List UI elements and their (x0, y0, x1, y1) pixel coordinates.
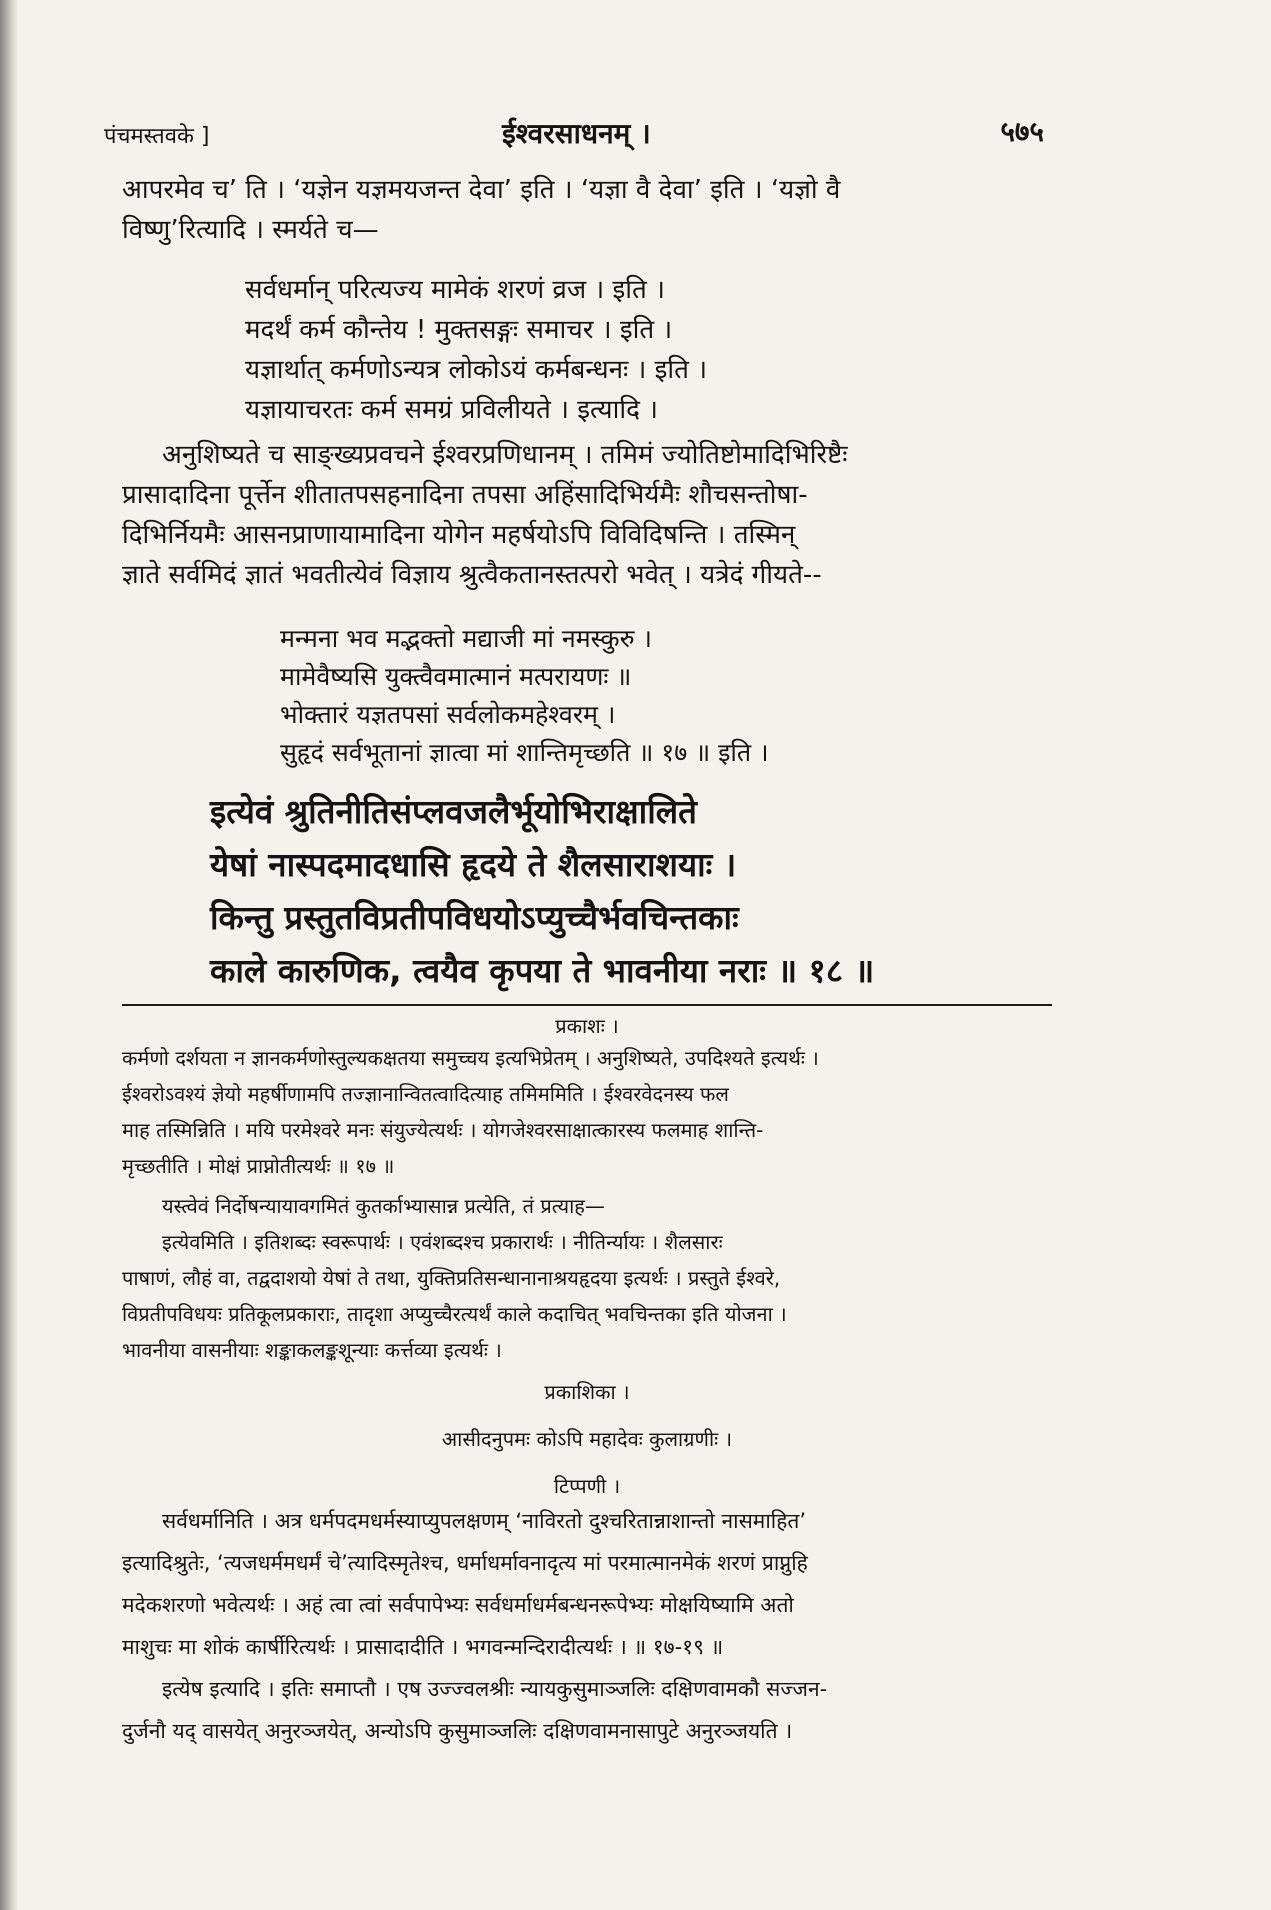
commentary-line: कर्मणो दर्शयता न ज्ञानकर्मणोस्तुल्यकक्षतया समुच्चय इत्यभिप्रेतम् । अनुशिष्यते, उपदिश्यते इत्यर्थः । (122, 1046, 819, 1070)
page-binding-edge (0, 0, 18, 1910)
note-line: दुर्जनौ यद् वासयेत् अनुरञ्जयेत्, अन्योऽपि कुसुमाञ्जलिः दक्षिणवामनासापुटे अनुरञ्जयति । (122, 1719, 793, 1743)
karika-line: इत्येवं श्रुतिनीतिसंप्लवजलैर्भूयोभिराक्षालिते (210, 792, 697, 831)
prakashika-line: आसीदनुपमः कोऽपि महादेवः कुलाग्रणीः । (441, 1427, 733, 1451)
text-line: ज्ञाते सर्वमिदं ज्ञातं भवतीत्येवं विज्ञाय श्रुत्वैकतानस्तत्परो भवेत् । यत्रेदं गीयते-- (122, 560, 822, 590)
verse-line: सर्वधर्मान् परित्यज्य मामेकं शरणं व्रज । इति । (245, 275, 665, 305)
commentary-line: भावनीया वासनीयाः शङ्काकलङ्कशून्याः कर्त्तव्या इत्यर्थः । (122, 1338, 502, 1362)
gita-verses (280, 620, 1060, 772)
page-header (104, 112, 1044, 152)
verse-line: सुहृदं सर्वभूतानां ज्ञात्वा मां शान्तिमृच्छति ॥ १७ ॥ इति । (280, 738, 769, 767)
text-line: अनुशिष्यते च साङ्ख्यप्रवचने ईश्वरप्रणिधानम् । तमिमं ज्योतिष्टोमादिभिरिष्टैः (162, 440, 848, 470)
commentary-line: यस्त्वेवं निर्दोषन्यायावगमितं कुतर्काभ्यासान्न प्रत्येति, तं प्रत्याह— (162, 1194, 605, 1218)
verse-line: भोक्तारं यज्ञतपसां सर्वलोकमहेश्वरम् । (280, 700, 616, 729)
tippani-notes (122, 1500, 1052, 1752)
chapter-label: पंचमस्तवके ] (104, 124, 210, 149)
karika-line: काले कारुणिक, त्वयैव कृपया ते भावनीया नराः ॥ १८ ॥ (210, 951, 875, 990)
prakash-heading: प्रकाशः । (555, 1014, 619, 1038)
verse-line: मन्मना भव मद्भक्तो मद्याजी मां नमस्कुरु । (280, 624, 652, 653)
quoted-verses (245, 270, 1045, 430)
text-line: विष्णु’रित्यादि । स्मर्यते च— (122, 215, 379, 245)
note-line: मदेकशरणो भवेत्यर्थः । अहं त्वा त्वां सर्वपापेभ्यः सर्वधर्माधर्मबन्धनरूपेभ्यः मोक्षयिष्यामि अतो (122, 1593, 794, 1617)
verse-line: मदर्थं कर्म कौन्तेय ! मुक्तसङ्गः समाचर । इति । (245, 315, 673, 345)
text-line: दिभिर्नियमैः आसनप्राणायामादिना योगेन महर्षयोऽपि विविदिषन्ति । तस्मिन् (122, 520, 796, 550)
karika-line: किन्तु प्रस्तुतविप्रतीपविधयोऽप्युच्चैर्भवचिन्तकाः (210, 898, 739, 937)
tippani-heading: टिप्पणी । (553, 1474, 621, 1498)
page-number: ५७५ (1000, 115, 1044, 148)
prakash-commentary-continued (122, 1188, 1052, 1368)
note-line: सर्वधर्मानिति । अत्र धर्मपदमधर्मस्याप्युपलक्षणम् ‘नाविरतो दुश्चरितान्नाशान्तो नासमाहित’ (162, 1509, 807, 1533)
commentary-line: इत्येवमिति । इतिशब्दः स्वरूपार्थः । एवंशब्दश्च प्रकारार्थः । नीतिर्न्यायः । शैलसारः (162, 1230, 723, 1254)
text-line: आपरमेव च’ ति । ‘यज्ञेन यज्ञमयजन्त देवा’ इति । ‘यज्ञा वै देवा’ इति । ‘यज्ञो वै (122, 175, 841, 205)
verse-line: यज्ञार्थात् कर्मणोऽन्यत्र लोकोऽयं कर्मबन्धनः । इति । (245, 355, 708, 385)
note-line: इत्यादिश्रुतेः, ‘त्यजधर्ममधर्मं चे’त्यादिस्मृतेश्च, धर्माधर्मावनादृत्य मां परमात्मानमेकं शरणं प्राप्नुहि (122, 1551, 808, 1575)
note-line: इत्येष इत्यादि । इतिः समाप्तौ । एष उज्ज्वलश्रीः न्यायकुसुमाञ्जलिः दक्षिणवामकौ सज्जन- (162, 1677, 828, 1701)
running-title: ईश्वरसाधनम् । (502, 117, 651, 150)
commentary-line: ईश्वरोऽवश्यं ज्ञेयो महर्षीणामपि तज्ज्ञानान्वितत्वादित्याह तमिममिति । ईश्वरवेदनस्य फल (122, 1082, 729, 1106)
commentary-line: विप्रतीपविधयः प्रतिकूलप्रकाराः, तादृशा अप्युच्चैरत्यर्थं काले कदाचित् भवचिन्तका इति योजना । (122, 1302, 787, 1326)
prakash-commentary (122, 1040, 1052, 1184)
main-text-paragraph (122, 435, 1052, 595)
note-line: माशुचः मा शोकं कार्षीरित्यर्थः । प्रासादादीति । भगवन्मन्दिरादीत्यर्थः । ॥ १७-१९ ॥ (122, 1635, 724, 1659)
commentary-line: मृच्छतीति । मोक्षं प्राप्नोतीत्यर्थः ॥ १७ ॥ (122, 1154, 395, 1178)
prakashika-heading: प्रकाशिका । (544, 1380, 630, 1404)
verse-line: मामेवैष्यसि युक्त्वैवमात्मानं मत्परायणः ॥ (280, 662, 632, 691)
main-karika-verse (210, 785, 1060, 997)
karika-line: येषां नास्पदमादधासि हृदये ते शैलसाराशयाः । (210, 845, 737, 884)
commentary-line: माह तस्मिन्निति । मयि परमेश्वरे मनः संयुज्येत्यर्थः । योगजेश्वरसाक्षात्कारस्य फलमाह शान्ति- (122, 1118, 764, 1142)
main-text-intro (122, 170, 1052, 250)
verse-line: यज्ञायाचरतः कर्म समग्रं प्रविलीयते । इत्यादि । (245, 395, 659, 425)
text-line: प्रासादादिना पूर्त्तेन शीतातपसहनादिना तपसा अहिंसादिभिर्यमैः शौचसन्तोषा- (122, 480, 808, 510)
section-divider (122, 1004, 1052, 1006)
commentary-line: पाषाणं, लौहं वा, तद्वदाशयो येषां ते तथा, युक्तिप्रतिसन्धानानाश्रयहृदया इत्यर्थः । प्रस्तुते ईश्वरे, (122, 1266, 781, 1290)
